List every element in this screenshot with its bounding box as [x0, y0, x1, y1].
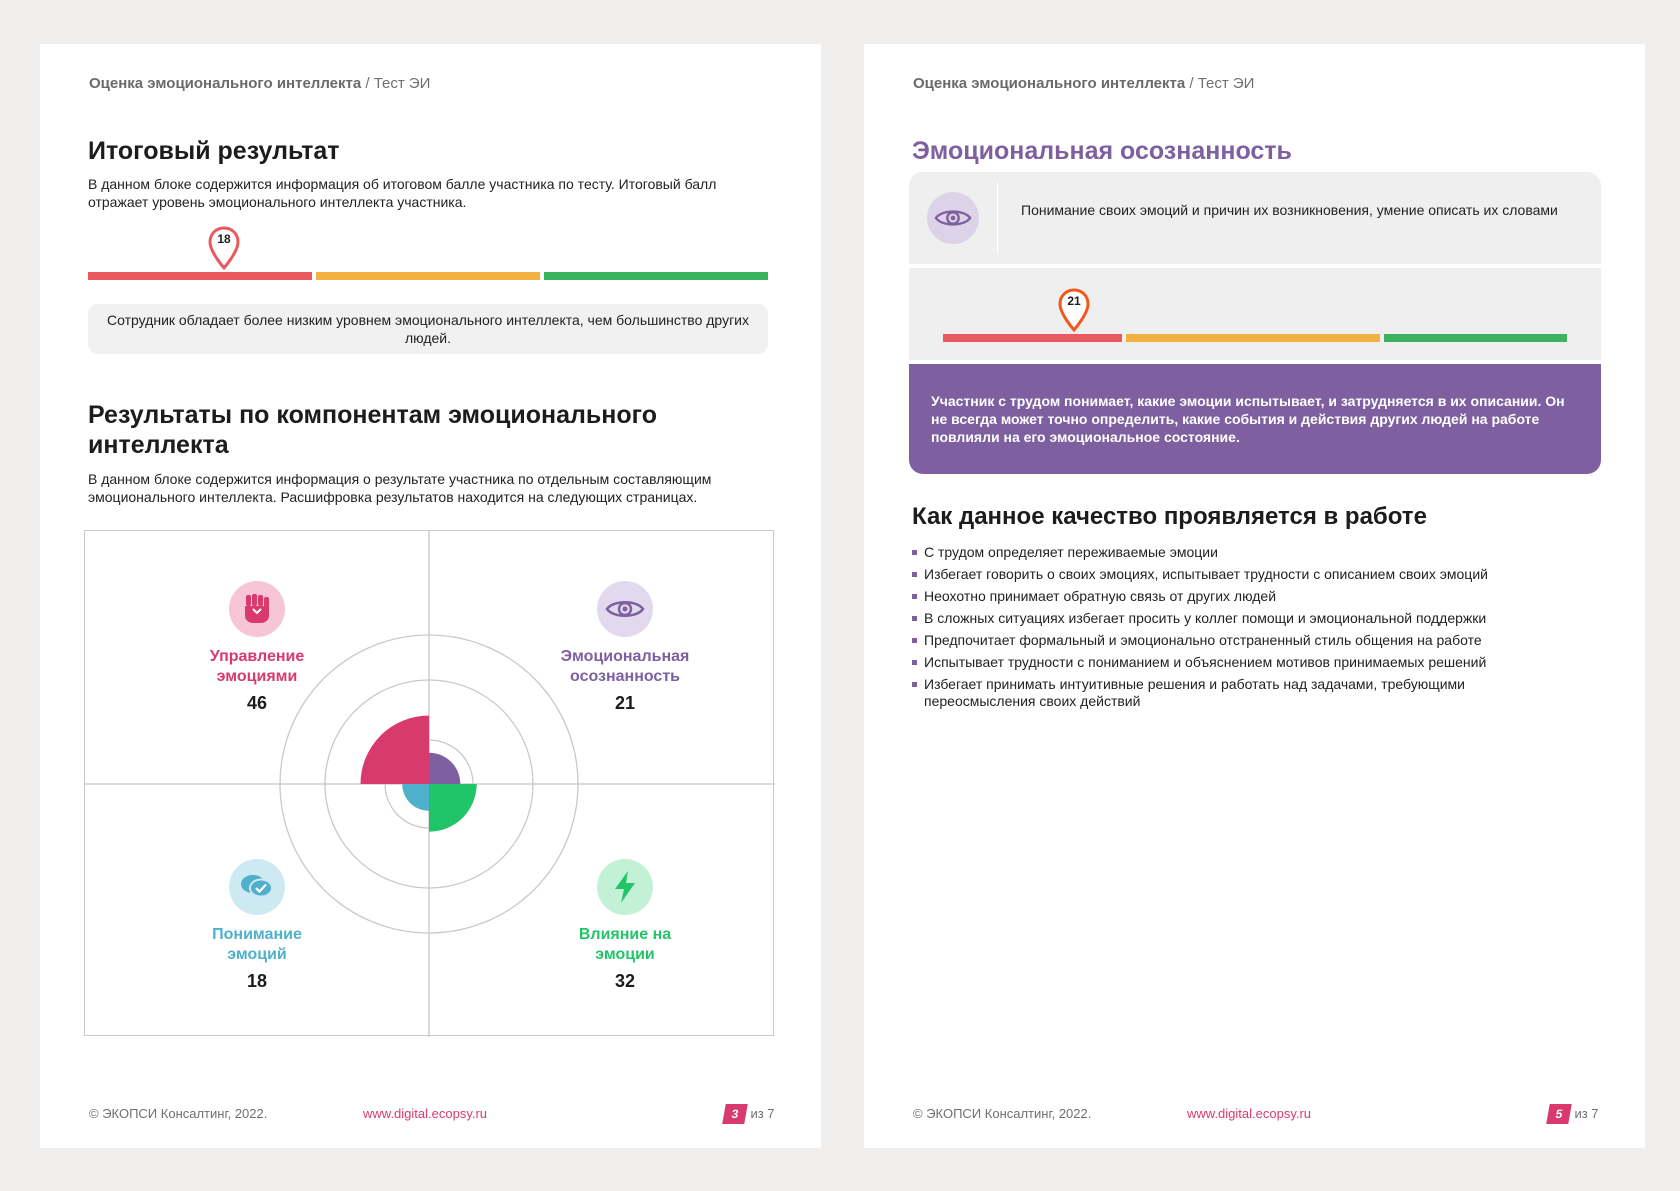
fist-icon — [229, 581, 285, 637]
definition-text: Понимание своих эмоций и причин их возникновения, умение описать их словами — [1021, 202, 1558, 218]
total-score-scale — [88, 226, 768, 286]
list-item: В сложных ситуациях избегает просить у коллег помощи и эмоциональной поддержки — [912, 610, 1552, 627]
list-item: Избегает говорить о своих эмоциях, испытывает трудности с описанием своих эмоций — [912, 566, 1552, 583]
component-value: 21 — [614, 693, 636, 713]
wedge-influence-emotions — [429, 784, 477, 832]
component-value: 46 — [246, 693, 268, 713]
wedge-understanding-emotions — [402, 784, 429, 811]
page-header — [89, 75, 430, 92]
scale-high-segment — [1384, 334, 1567, 342]
score-marker — [1058, 288, 1090, 332]
component-value: 32 — [614, 971, 636, 991]
page-total: из 7 — [1574, 1106, 1599, 1121]
page-number-badge: 5 — [1546, 1104, 1572, 1124]
component-label: Понимание эмоций — [212, 926, 302, 963]
total-verdict — [88, 304, 768, 354]
scale-low-segment — [88, 272, 312, 280]
report-subtitle: Тест ЭИ — [1197, 75, 1255, 92]
report-page-3 — [40, 44, 821, 1148]
components-chart — [84, 530, 774, 1036]
manifest-title: Как данное качество проявляется в работе — [912, 503, 1427, 530]
total-score-value: 18 — [217, 232, 231, 246]
components-description: В данном блоке содержится информация о результате участника по отдельным составляющим эмоционального интеллекта. Расшифровка результатов находится на следующих страницах. — [88, 471, 712, 505]
page-number — [1548, 1104, 1599, 1124]
header-separator: / — [361, 75, 374, 92]
footer-copyright: © ЭКОПСИ Консалтинг, 2022. — [89, 1106, 268, 1121]
wedge-emotional-awareness — [429, 753, 460, 784]
page-number-badge: 3 — [722, 1104, 748, 1124]
footer-url-link[interactable]: www.digital.ecopsy.ru — [363, 1106, 488, 1121]
total-verdict-text: Сотрудник обладает более низким уровнем эмоционального интеллекта, чем большинство других людей. — [107, 312, 749, 346]
page-number — [724, 1104, 775, 1124]
definition-box — [909, 172, 1601, 264]
component-label: Влияние на эмоции — [578, 926, 672, 963]
awareness-verdict — [909, 364, 1601, 474]
component-emotional-awareness — [545, 581, 705, 714]
footer-url-link[interactable]: www.digital.ecopsy.ru — [1187, 1106, 1312, 1121]
page-header — [913, 75, 1254, 92]
eye-icon — [597, 581, 653, 637]
scale-high-segment — [544, 272, 768, 280]
lightning-icon — [597, 859, 653, 915]
score-marker — [208, 226, 240, 270]
component-value: 18 — [246, 971, 268, 991]
awareness-verdict-text: Участник с трудом понимает, какие эмоции испытывает, и затрудняется в их описании. Он не всегда может точно определить, какие события и действия других людей на работе повлияли на его эмоциональное состояние. — [931, 393, 1565, 445]
eye-icon — [927, 192, 979, 244]
report-title: Оценка эмоционального интеллекта — [913, 75, 1186, 92]
component-emotion-management — [177, 581, 337, 714]
report-subtitle: Тест ЭИ — [373, 75, 431, 92]
manifest-list — [912, 544, 1552, 715]
chat-bubbles-icon — [229, 859, 285, 915]
list-item: Неохотно принимает обратную связь от других людей — [912, 588, 1552, 605]
page-total: из 7 — [750, 1106, 775, 1121]
wedge-emotion-management — [361, 716, 430, 785]
list-item: С трудом определяет переживаемые эмоции — [912, 544, 1552, 561]
scale-mid-segment — [316, 272, 540, 280]
scale-low-segment — [943, 334, 1122, 342]
definition-divider — [997, 182, 998, 254]
section-title: Эмоциональная осознанность — [912, 137, 1292, 165]
total-result-title: Итоговый результат — [88, 137, 340, 165]
total-result-description: В данном блоке содержится информация об итоговом балле участника по тесту. Итоговый балл отражает уровень эмоционального интеллекта участника. — [88, 176, 717, 210]
component-influence-emotions — [545, 859, 705, 992]
awareness-score-panel — [909, 268, 1601, 360]
header-separator: / — [1185, 75, 1198, 92]
awareness-score-scale — [943, 288, 1567, 348]
components-title: Результаты по компонентам эмоционального интеллекта — [88, 401, 657, 459]
list-item: Избегает принимать интуитивные решения и работать над задачами, требующими переосмысления своих действий — [912, 676, 1552, 710]
component-label: Управление эмоциями — [209, 648, 305, 685]
list-item: Испытывает трудности с пониманием и объяснением мотивов принимаемых решений — [912, 654, 1552, 671]
awareness-score-value: 21 — [1067, 294, 1081, 308]
component-understanding-emotions — [177, 859, 337, 992]
report-page-5 — [864, 44, 1645, 1148]
footer-copyright: © ЭКОПСИ Консалтинг, 2022. — [913, 1106, 1092, 1121]
scale-mid-segment — [1126, 334, 1380, 342]
report-title: Оценка эмоционального интеллекта — [89, 75, 362, 92]
list-item: Предпочитает формальный и эмоционально отстраненный стиль общения на работе — [912, 632, 1552, 649]
component-label: Эмоциональная осознанность — [560, 648, 690, 685]
